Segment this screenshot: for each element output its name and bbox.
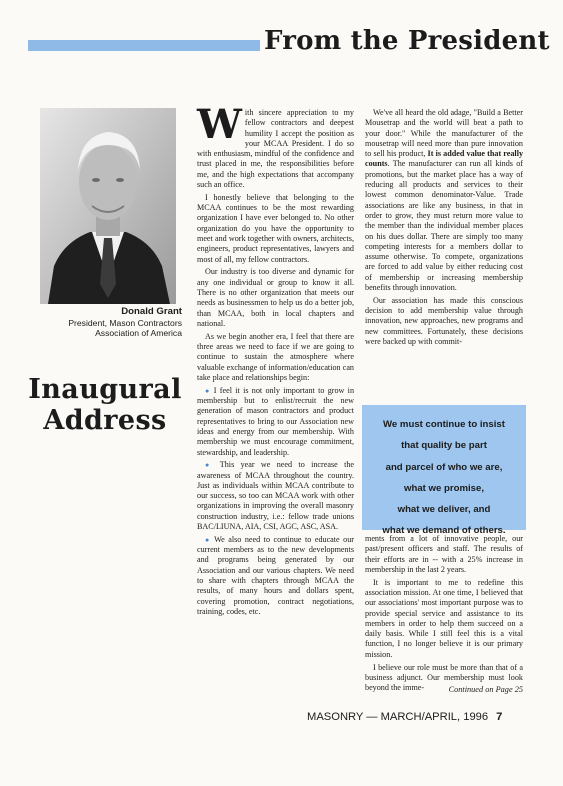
- mousetrap-emphasis: It is added value that really counts: [365, 149, 524, 169]
- pull-quote-line: We must continue to insist: [383, 419, 505, 430]
- paragraph-2: I honestly believe that belonging to the MCAA continues to be the most rewarding organization I have ever belonged to. No other organization do you have the opportunity to meet and work together with owners, architects, engineers, product representatives, lawyers and most of all, my fellow contractors.: [197, 192, 354, 264]
- footer-publication: MASONRY — MARCH/APRIL, 1996: [307, 711, 489, 723]
- drop-cap: W: [197, 101, 242, 148]
- article-column-2-top: [365, 108, 523, 350]
- paragraph-1: [197, 101, 354, 190]
- president-photo: [40, 108, 176, 304]
- article-column-1: [197, 101, 355, 620]
- section-title: From the President: [264, 26, 550, 56]
- headline-line1: Inaugural: [28, 374, 182, 405]
- mousetrap-text-c: . The manufacturer can run all kinds of promotions, but the market place has a way of reducing all products and services to their lowest common denominator-Value. Trade associations are like any business, in that in order to grow, they must return more value to the member than the individual member places on his dues dollar. There are simply too many competing interests for a members dollar to assume otherwise. To compete, organizations are forced to add value by either reducing cost of membership or increasing membership benefits through innovation.: [365, 159, 523, 293]
- bullet-paragraph-2: [197, 460, 354, 532]
- article-headline: [24, 374, 186, 436]
- header-accent-bar: [28, 40, 260, 51]
- paragraph-mousetrap: [365, 108, 523, 293]
- photo-caption: [30, 307, 182, 339]
- bullet-icon: ●: [205, 386, 211, 395]
- page-footer: [307, 711, 502, 723]
- bullet-3-text: We also need to continue to educate our current members as to the new developments and programs being generated by our Association and our various chapters. We need to share with chapters through MCAA the results, of many hours and dollars spent, covering promotion, contract negotiations, training, codes, etc.: [197, 534, 354, 616]
- page-number: 7: [496, 711, 503, 723]
- pull-quote-line: what we deliver, and: [397, 504, 491, 516]
- paragraph-1-text: ith sincere appreciation to my fellow contractors and deepest humility I accept the position as your MCAA President. I do so with enthusiasm, mindful of the confidence and trust placed in me, the responsibilities before me, and the high expectations that accompany such an office.: [197, 108, 354, 190]
- mousetrap-text-a: We've all heard the old adage, "Build a Better Mousetrap and the world will beat a path to your door." While the manufacturer of the mousetrap will need more than pure innovation to sell his product,: [365, 108, 523, 159]
- paragraph-mission: It is important to me to redefine this association mission. At one time, I believed that our associations' most important purpose was to provide special service and assistance to its members in order to help them succeed on a daily basis. While I still feel this is a vital function, I no longer believe it is our primary mission.: [365, 577, 523, 659]
- caption-title-line2: Association of America: [95, 328, 182, 339]
- pull-quote-line: and parcel of who we are,: [385, 461, 503, 473]
- bullet-paragraph-1: [197, 386, 354, 458]
- bullet-icon: ●: [205, 535, 211, 544]
- continued-note: Continued on Page 25: [448, 685, 523, 694]
- portrait-image: [40, 108, 176, 304]
- article-column-2-bottom: [365, 534, 523, 696]
- headline-line2: Address: [43, 405, 167, 436]
- pull-quote: [362, 405, 526, 537]
- pull-quote-line: that quality be part: [401, 440, 487, 452]
- caption-name: Donald Grant: [121, 306, 182, 317]
- paragraph-4: As we begin another era, I feel that there are three areas we need to face if we are going to continue to sustain the atmosphere where valuable exchange of information/education can take place and relationships begin:: [197, 331, 354, 382]
- paragraph-role: I believe our role must be more than that of a business adjunct. Our membership must look beyond the imme-: [365, 662, 523, 693]
- paragraph-association-decision: Our association has made this conscious decision to add membership value through innovation, new approaches, new programs and new committees. Fortunately, these decisions were backed up with commit-: [365, 295, 523, 347]
- pull-quote-line: what we promise,: [404, 482, 484, 494]
- pull-quote-line: what we demand of others.: [382, 525, 506, 537]
- paragraph-3: Our industry is too diverse and dynamic for any one individual or group to know it all. There is no other organization that meets our needs as businessmen to help us do a better job, than MCAA, both in local chapters and national.: [197, 267, 354, 328]
- bullet-2-text: This year we need to increase the awareness of MCAA throughout the country. Just as individuals within MCAA contribute to our success, so too can MCAA work with other organizations in improving the overall masonry construction industry, i.e.: fellow trade unions BAC/LIUNA, AIA, CSI, AGC, ASC, ASA.: [197, 460, 354, 532]
- caption-title-line1: President, Mason Contractors: [68, 317, 182, 328]
- paragraph-commitments: ments from a lot of innovative people, our past/present officers and staff. The results of their efforts are in -- with a 25% increase in membership in the last 2 years.: [365, 534, 523, 574]
- bullet-paragraph-3: [197, 535, 354, 617]
- bullet-1-text: I feel it is not only important to grow in membership but to enlist/recruit the new generation of mason contractors and product representatives to bring to our Association new ideas and energy from our membership. With membership we must encourage commitment, stewardship, and leadership.: [197, 385, 355, 457]
- bullet-icon: ●: [205, 461, 214, 470]
